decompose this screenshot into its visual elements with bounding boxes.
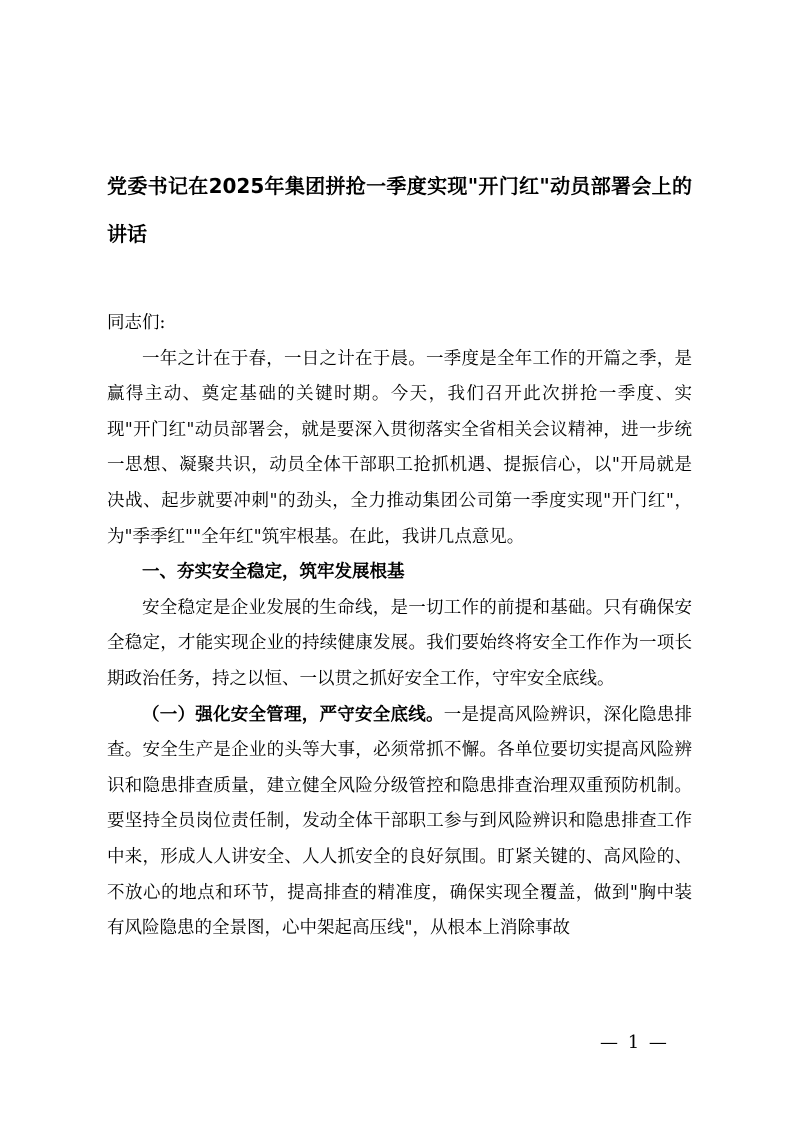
- section-heading-1: 一、夯实安全稳定，筑牢发展根基: [142, 562, 405, 583]
- document-title: 党委书记在2025年集团拼抢一季度实现"开门红"动员部署会上的讲话: [107, 174, 692, 246]
- intro-paragraph: 一年之计在于春，一日之计在于晨。一季度是全年工作的开篇之季，是赢得主动、奠定基础的关键时期。今天，我们召开此次拼抢一季度、实现"开门红"动员部署会，就是要深入贯彻落实全省相关会议精神，进一步统一思想、凝聚共识，动员全体干部职工抢抓机遇、提振信心，以"开局就是决战、起步就要冲刺"的劲头，全力推动集团公司第一季度实现"开门红"，为"季季红""全年红"筑牢根基。在此，我讲几点意见。: [107, 348, 692, 547]
- document-body: [107, 306, 692, 947]
- subsection-1-lead: （一）强化安全管理，严守安全底线。: [142, 704, 444, 725]
- subsection-1-body: 一是提高风险辨识，深化隐患排查。安全生产是企业的头等大事，必须常抓不懈。各单位要切实提高风险辨识和隐患排查质量，建立健全风险分级管控和隐患排查治理双重预防机制。要坚持全员岗位责任制，发动全体干部职工参与到风险辨识和隐患排查工作中来，形成人人讲安全、人人抓安全的良好氛围。盯紧关键的、高风险的、不放心的地点和环节，提高排查的精准度，确保实现全覆盖，做到"胸中装有风险隐患的全景图，心中架起高压线"，从根本上消除事故: [107, 704, 692, 939]
- salutation: 同志们:: [107, 313, 166, 333]
- page-number: — 1 —: [600, 1032, 669, 1053]
- subsection-1-paragraph: [107, 698, 692, 947]
- section-1-paragraph: 安全稳定是企业发展的生命线，是一切工作的前提和基础。只有确保安全稳定，才能实现企业的持续健康发展。我们要始终将安全工作作为一项长期政治任务，持之以恒、一以贯之抓好安全工作，守牢安全底线。: [107, 597, 692, 689]
